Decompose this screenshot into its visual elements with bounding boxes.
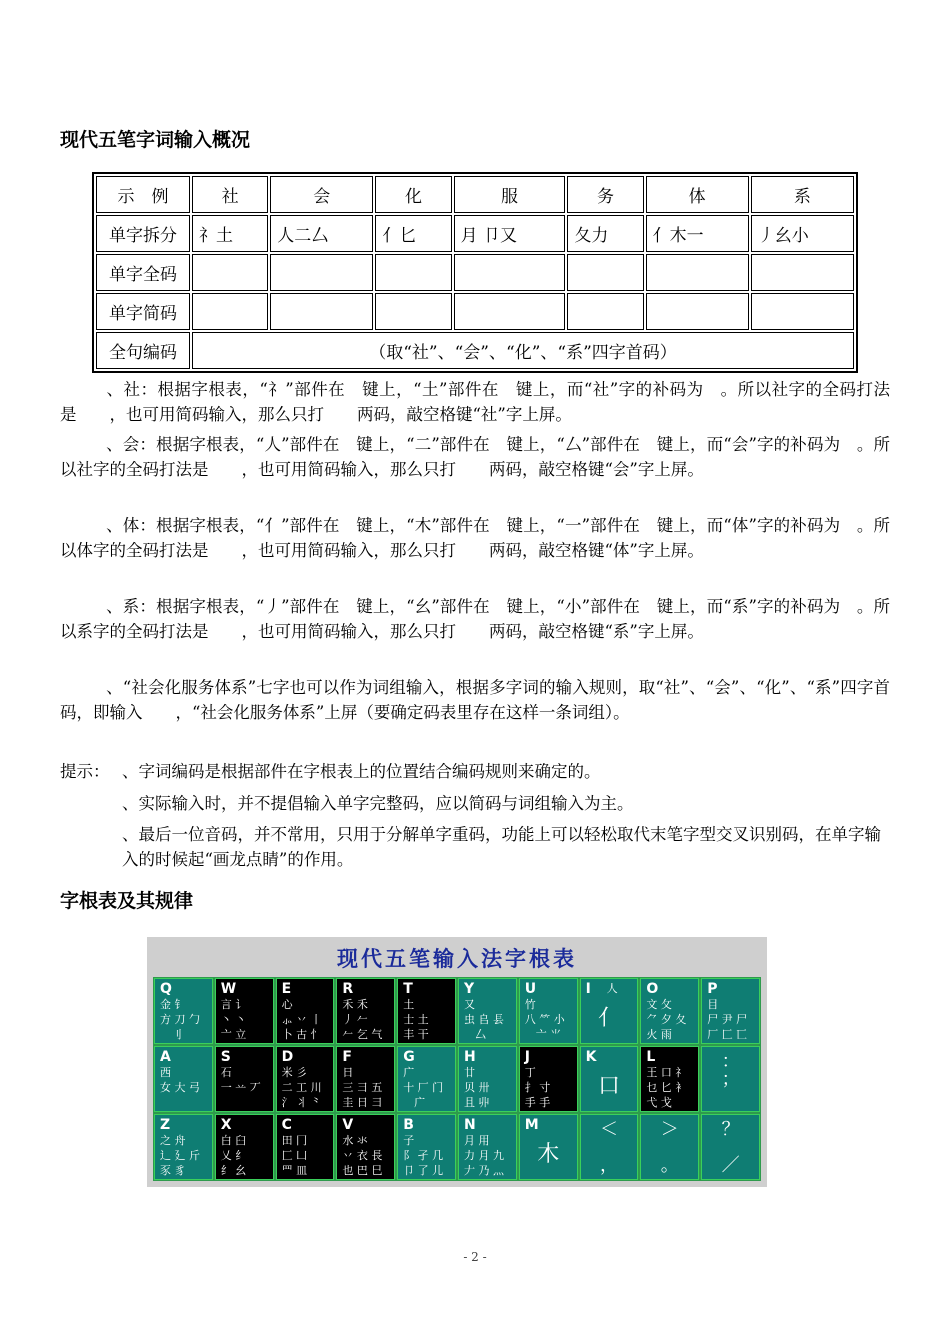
table-cell	[751, 254, 854, 291]
table-cell: 夂力	[567, 215, 643, 252]
tip-item: 、最后一位音码，并不常用，只用于分解单字重码，功能上可以轻松取代末笔字型交叉识别码，在单字输入的时候起“画龙点睛”的作用。	[122, 825, 881, 869]
table-cell	[375, 254, 451, 291]
key-m	[519, 1114, 578, 1180]
key-h	[458, 1046, 517, 1112]
key-letter: F	[342, 1049, 352, 1065]
table-cell: 全句编码	[96, 332, 190, 369]
key-letter: O	[646, 981, 659, 997]
key-k	[580, 1046, 639, 1112]
key-radicals: 文 攵 ⺈ 夕 夂 火 雨	[646, 998, 687, 1041]
key-radicals: 白 臼 乂 纟 纟 幺	[220, 1134, 247, 1177]
table-cell	[567, 254, 643, 291]
key-letter: I	[585, 981, 591, 997]
paragraph: 、社：根据字根表，“礻”部件在 键上，“土”部件在 键上，而“社”字的补码为 。所以社字的全码打法是 ，也可用简码输入，那么只打 两码，敲空格键“社”字上屏。	[60, 380, 890, 424]
table-cell: 单字拆分	[96, 215, 190, 252]
key-letter: X	[220, 1117, 232, 1133]
table-cell: 服	[454, 176, 566, 213]
key-radicals: 土 士 土 丰 干	[403, 998, 429, 1041]
key-radicals: 水 氺 丷 衣 長 也 巴 巳	[342, 1134, 383, 1177]
table-cell: 体	[646, 176, 749, 213]
key-u	[519, 978, 578, 1044]
table-cell: 示 例	[96, 176, 190, 213]
table-cell: （取“社”、“会”、“化”、“系”四字首码）	[192, 332, 854, 369]
key-radicals: 廿 贝 卅 且 丱	[463, 1066, 490, 1109]
key-radicals: 日 三 彐 五 圭 日 ⺕	[342, 1066, 383, 1109]
key-punctuation: ＜ ，	[599, 1119, 618, 1176]
radical-keyboard-chart	[147, 937, 767, 1187]
key-letter: V	[342, 1117, 354, 1133]
paragraph: 、系：根据字根表，“丿”部件在 键上，“幺”部件在 键上，“小”部件在 键上，而“系”字的补码为 。所以系字的全码打法是 ，也可用简码输入，那么只打 两码，敲空格键“系”字上屏。	[60, 597, 890, 641]
key-radicals: 田 冂 匚 凵 罒 皿	[281, 1134, 308, 1177]
key-e	[276, 978, 335, 1044]
key-letter: Z	[160, 1117, 171, 1133]
key-letter: J	[524, 1049, 531, 1065]
table-cell: 亻匕	[375, 215, 451, 252]
key-i	[580, 978, 639, 1044]
table-cell	[454, 293, 566, 330]
table-cell	[646, 254, 749, 291]
key-radicals: 西 女 大 弓	[160, 1066, 200, 1094]
table-cell	[270, 254, 373, 291]
key-letter: L	[646, 1049, 656, 1065]
key-a	[154, 1046, 213, 1112]
table-row	[96, 332, 854, 369]
key-letter: G	[403, 1049, 415, 1065]
key-radicals: 王 口 礻 乜 匕 衤 弋 戈	[646, 1066, 687, 1109]
key-letter: W	[220, 981, 237, 997]
key-radicals: 禾 禾 丿 𠂉 𠂉 乞 气	[342, 998, 383, 1041]
key-y	[458, 978, 517, 1044]
section-title: 现代五笔字词输入概况	[60, 129, 251, 151]
key-b	[397, 1114, 456, 1180]
key-letter: S	[220, 1049, 231, 1065]
table-cell	[375, 293, 451, 330]
key-letter: E	[281, 981, 292, 997]
key-symbol	[701, 1114, 760, 1180]
key-letter: A	[160, 1049, 171, 1065]
key-radicals: 广 十 厂 门 广	[403, 1066, 444, 1109]
key-o	[640, 978, 699, 1044]
table-cell: 单字全码	[96, 254, 190, 291]
key-punctuation: ？ ／	[721, 1119, 740, 1176]
table-cell: 化	[375, 176, 451, 213]
key-letter: N	[463, 1117, 476, 1133]
key-letter: H	[463, 1049, 476, 1065]
paragraph: 、体：根据字根表，“亻”部件在 键上，“木”部件在 键上，“一”部件在 键上，而“体”字的补码为 。所以体字的全码打法是 ，也可用简码输入，那么只打 两码，敲空格键“体”字上屏。	[60, 516, 890, 560]
section-title: 字根表及其规律	[60, 890, 194, 912]
key-j	[519, 1046, 578, 1112]
table-cell	[751, 293, 854, 330]
key-t	[397, 978, 456, 1044]
key-letter: M	[524, 1117, 539, 1133]
key-letter: D	[281, 1049, 294, 1065]
key-symbol	[640, 1114, 699, 1180]
key-radicals: 石 一 䒑 丆	[220, 1066, 261, 1094]
table-cell	[270, 293, 373, 330]
key-v	[336, 1114, 395, 1180]
table-cell: 系	[751, 176, 854, 213]
key-d	[276, 1046, 335, 1112]
key-s	[215, 1046, 274, 1112]
paragraph: 、会：根据字根表，“人”部件在 键上，“二”部件在 键上，“厶”部件在 键上，而“会”字的补码为 。所以社字的全码打法是 ，也可用简码输入，那么只打 两码，敲空格键“会”字上屏。	[60, 435, 890, 479]
key-letter: Y	[463, 981, 475, 997]
tips-label: 提示：	[60, 762, 110, 781]
table-cell: 人二厶	[270, 215, 373, 252]
key-main-radical: 口	[597, 1074, 620, 1099]
key-c	[276, 1114, 335, 1180]
key-f	[336, 1046, 395, 1112]
key-letter: Q	[160, 981, 172, 997]
key-z	[154, 1114, 213, 1180]
table-cell: 务	[567, 176, 643, 213]
key-p	[701, 978, 760, 1044]
key-w	[215, 978, 274, 1044]
key-radicals: 米 彡 二 工 川 氵 丬 ⺀	[281, 1066, 322, 1109]
table-cell	[454, 254, 566, 291]
key-letter: B	[403, 1117, 414, 1133]
key-letter: C	[281, 1117, 292, 1133]
key-n	[458, 1114, 517, 1180]
table-cell: 社	[192, 176, 268, 213]
key-radicals: 言 讠 丶 丶 亠 立	[220, 998, 247, 1041]
table-cell: 礻土	[192, 215, 268, 252]
table-cell	[646, 293, 749, 330]
table-cell	[192, 254, 268, 291]
table-cell	[192, 293, 268, 330]
table-cell: 月 卩又	[454, 215, 566, 252]
keyboard-title: 现代五笔输入法字根表	[337, 947, 577, 971]
key-letter: K	[585, 1049, 597, 1065]
key-q	[154, 978, 213, 1044]
key-radicals: 之 舟 辶 廴 斤 豕 豸	[160, 1134, 200, 1177]
key-radicals: 心 ⺗ 丷 丨 卜 古 忄	[281, 998, 322, 1041]
key-symbol	[580, 1114, 639, 1180]
key-radicals: 丁 扌 寸 手 手	[524, 1066, 551, 1109]
key-r	[336, 978, 395, 1044]
table-cell: 亻木一	[646, 215, 749, 252]
key-symbol	[701, 1046, 760, 1112]
key-radicals: 竹 八 ⺮ 小 亠 ⺌	[524, 998, 565, 1041]
table-cell: 丿幺小	[751, 215, 854, 252]
key-radicals: 又 虫 𠂤 镸 厶	[463, 998, 504, 1041]
key-letter: T	[403, 981, 413, 997]
key-letter: U	[524, 981, 537, 997]
table-cell	[567, 293, 643, 330]
key-radicals: 人	[606, 982, 618, 995]
table-row	[96, 293, 854, 330]
key-radicals: 目 尸 尹 尸 厂 匚 匸	[707, 998, 748, 1041]
paragraph: 、“社会化服务体系”七字也可以作为词组输入，根据多字词的输入规则，取“社”、“会”、“化”、“系”四字首码，即输入 ，“社会化服务体系”上屏（要确定码表里存在这样一条词组）。	[60, 678, 890, 722]
tip-item: 、字词编码是根据部件在字根表上的位置结合编码规则来确定的。	[122, 762, 601, 781]
example-table	[92, 172, 858, 373]
key-radicals: 金 钅 方 刀 勹 刂	[160, 998, 200, 1041]
key-l	[640, 1046, 699, 1112]
key-letter: P	[707, 981, 718, 997]
key-g	[397, 1046, 456, 1112]
key-main-radical: 木	[537, 1142, 560, 1167]
table-cell: 会	[270, 176, 373, 213]
keyboard-grid	[153, 977, 761, 1181]
key-radicals: 子 阝 孑 几 卩 了 儿	[403, 1134, 444, 1177]
key-punctuation: ： ；	[721, 1051, 740, 1090]
key-punctuation: ＞ 。	[660, 1119, 679, 1176]
table-row	[96, 254, 854, 291]
key-letter: R	[342, 981, 354, 997]
page-number: - 2 -	[463, 1250, 487, 1264]
key-x	[215, 1114, 274, 1180]
table-header-row	[96, 176, 854, 213]
key-radicals: 月 用 力 月 九 𠂇 乃 灬	[463, 1134, 504, 1177]
tip-item: 、实际输入时，并不提倡输入单字完整码，应以简码与词组输入为主。	[122, 794, 634, 813]
table-row	[96, 215, 854, 252]
table-cell: 单字简码	[96, 293, 190, 330]
key-main-radical: 亻	[597, 1006, 620, 1031]
